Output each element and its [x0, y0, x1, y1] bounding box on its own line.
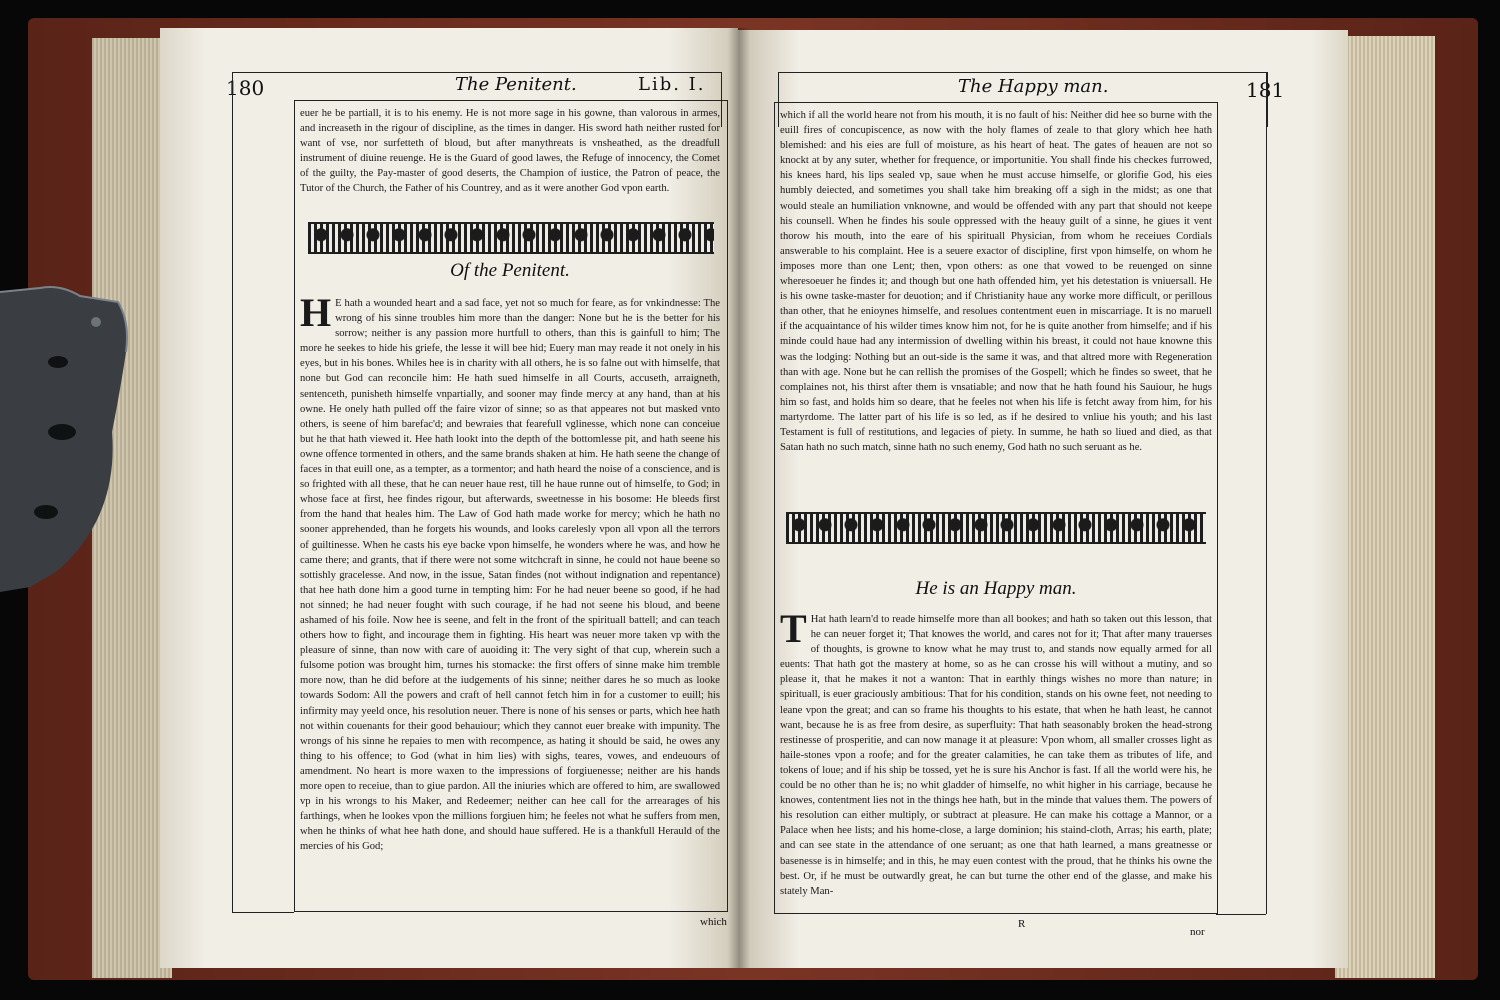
- left-book-label: Lib. I.: [638, 74, 706, 95]
- right-running-title: The Happy man.: [958, 76, 1109, 97]
- right-catchword: nor: [1190, 926, 1205, 938]
- happy-man-text: Hat hath learn'd to reade himselfe more than all bookes; and hath so taken out this lesson, that he can neuer forget it; That knowes the world, and cares not for it; That after many trauerses of thoughts, is growne to know what he may trust to, and stands now equally armed for all euents: That hath got the mastery at home, so as he can crosse his will without a mutiny, and so please it, that he makes it not a wanton: That in earthly things wishes no more than nature; in spirituall, is euer graciously ambitious: That for his condition, stands on his owne feet, not needing to leane vpon the great; and can so frame his thoughts to his estate, that when he hath least, he cannot want, because he is as free from desire, as superfluity: That hath seasonably broken the head-strong restinesse of prosperitie, and can now manage it at pleasure: Vpon whom, all smaller crosses light as haile-stones vpon a roofe; and for the greater calamities, he can take them as tributes of life, and tokens of loue; and if his ship be tossed, yet he is sure his Anchor is fast. If all the world were his, he could be no other than he is; no whit gladder of himselfe, no whit higher in his carriage, because he knowes, contentment lies not in the things hee hath, but in the minde that values them. The powers of his resolution can either multiply, or subtract at pleasure. He can make his cottage a Mannor, or a Palace when hee lists; and his home-close, a large dominion; his staind-cloth, Arras; his earth, plate; and can see state in the attendance of one seruant; as one that hath learned, a mans greatnesse or basenesse is in himselfe; and in this, he may euen contest with the proud, that he thinks his owne the best. Or, if he must be outwardly great, he can but turne the other end of the glasse, and make his stately Man-: [780, 614, 1212, 897]
- drop-cap-t: T: [780, 606, 807, 651]
- penitent-text: E hath a wounded heart and a sad face, yet not so much for feare, as for vnkindnesse: The wrong of his sinne troubles him more than the danger: None but he is the better for his sorrow; neither is any passion more hurtfull to others, than this is gainfull to him; The more he seekes to hide his griefe, the lesse it will bee hid; Euery man may reade it not onely in his eyes, but in his bones. Whiles hee is in charity with all others, he is so falne out with himselfe, that none but God can reconcile him: He hath sued himselfe in all Courts, accuseth, arraigneth, sentenceth, punisheth himselfe vnpartially, and sooner may finde mercy at any hand, than at his owne. He onely hath pulled off the faire vizor of sinne; so as that appeares not but masked vnto others, is seene of him barefac'd; and bewraies that fearefull vglinesse, which none can conceiue but he that hath viewed it. Hee hath lookt into the depth of the bottomlesse pit, and hath seene his owne offence tormented in others, and the same brands shaken at him. He hath seene the change of faces in that euill one, as a tempter, as a tormentor; and hath heard the noise of a conscience, and is so frighted with all these, that he can neuer haue rest, till he haue runne out of himselfe, to God; in whose face at first, hee findes rigour, but afterwards, sweetnesse in his bosome: He bleeds first from the hand that heales him. The Law of God hath made worke for mercy; which he hath no sooner apprehended, than he forgets his wounds, and looks carelesly vpon all vpon all the terrors of guiltinesse. When he casts his eye backe vpon himselfe, he wonders where he was, and how he came there; and grants, that if there were not some witchcraft in sinne, he could not haue beene so sottishly gracelesse. And now, in the issue, Satan findes (not without indignation and repentance) that hee hath done him a good turne in tempting him: For he had neuer beene so good, if he had not sinned; he had neuer fought with such courage, if he had not seene his bloud, and beene ashamed of his foile. Now hee is seene, and felt in the front of the spirituall battell; and can teach others how to fight, and incourage them in fighting. His heart was neuer more taken vp with the pleasure of sinne, than now with care of auoiding it: The very sight of that cup, wherein such a fulsome potion was brought him, turnes his stomacke: the first offers of sinne make him tremble more now, than he did before at the iudgements of his sinne; neither dares he so much as looke towards Sodom: All the powers and craft of hell cannot fetch him in for a customer to euill; his infirmity may yeeld once, his resolution neuer. There is none of his senses or parts, which hee hath not within couenants for their good behauiour; which they cannot euer breake with impunity. The wrongs of his sinne he repaies to men with recompence, as hating it should be said, he owes any thing to his offence; to God (what in him lies) with sighs, teares, vowes, and endeuours of amendment. No heart is more waxen to the impressions of forgiuenesse; neither are his hands more open to receiue, than to giue pardon. All the iniuries which are offered to him, are swallowed vp in his wrongs to his Maker, and Redeemer; neither can hee call for the arrearages of his farthings, when he lookes vpon the millions forgiuen him; he feeles not what he suffers from men, when he thinks of what hee hath done, and should haue suffered. He is a thankfull Herauld of the mercies of his God;: [300, 298, 720, 853]
- right-section-text: [780, 606, 1212, 899]
- left-page-number: 180: [226, 76, 265, 100]
- right-top-paragraph: which if all the world heare not from his mouth, it is no fault of his: Neither did hee so burne with the euill fires of concupiscence, as now with the holy flames of zeale to that glory which hee hath blemished: and his eies are full of moisture, as his heart of heat. The gates of heauen are not so knockt at by any suter, whether for frequence, or importunitie. You shall finde his checkes furrowed, his knees hard, his lips sealed vp, saue when he must accuse himselfe, or glorifie God, his eies humbly deiected, and sometimes you shall take him breaking off a sigh in the midst; as one that would steale an humiliation vnknowne, and would be offended with any part that should not keepe his counsell. When he findes his soule oppressed with the heauy guilt of a sinne, he giues it vent thorow his mouth, into the eare of his spirituall Physician, from whom he receiues Cordials answerable to his complaint. Hee is a seuere exactor of discipline, first vpon himselfe, on whom he imposes more than one Lent; then, vpon others: as one that vowed to be reuenged on sinne wheresoeuer he findes it; and though but one hath offended him, yet his detestation is vniuersall. He is his owne taske-master for deuotion; and if Christianity haue any worke more difficult, or perillous than other, that he enioynes himselfe, and resolues contentment euen in miscarriage. It is no maruell if the acquaintance of his wilder times know him not, for he is quite another from himselfe; and if his minde could haue had any intermission of dwelling within his breast, it could not haue knowne this was the lodging: Nothing but an out-side is the same it was, and that altred more with Regeneration than with age. None but he can rellish the promises of the Gospell; which he findes so sweet, that he complaines not, his thirst after them is vnsatiable; and now that he hath found his Sauiour, he hugs him so fast, and holds him so deare, that he feeles not when his life is fetcht away from him, for his martyrdome. The latter part of his life is so led, as if he desired to vnliue his youth; and his last Testament is full of restitutions, and legacies of piety. In summe, he hath so liued and died, as that Satan hath no such match, sinne hath no such enemy, God hath no such seruant as he.: [780, 110, 1212, 454]
- signature-mark: R: [1018, 918, 1026, 930]
- left-page: [160, 28, 738, 968]
- right-page: [738, 30, 1348, 968]
- left-running-title: The Penitent.: [455, 74, 577, 95]
- drop-cap-h: H: [300, 290, 332, 335]
- right-margin-rule: [1266, 72, 1267, 914]
- section-title-penitent: Of the Penitent.: [450, 260, 570, 281]
- metal-clasp: [0, 282, 150, 602]
- left-bottom-rule: [232, 912, 294, 913]
- left-section-text: [300, 290, 720, 854]
- right-page-number: 181: [1246, 78, 1285, 102]
- binding-gutter: [728, 28, 750, 968]
- right-bottom-rule: [1216, 914, 1266, 915]
- ornament-band: [786, 512, 1206, 544]
- ornament-band: [308, 222, 714, 254]
- section-title-happy-man: He is an Happy man.: [915, 578, 1077, 599]
- left-catchword: which: [700, 916, 727, 928]
- right-page-edges: [1335, 36, 1435, 978]
- left-top-paragraph: euer he be partiall, it is to his enemy. He is not more sage in his gowne, than valorous in armes, and increaseth in the rigour of discipline, as the times in danger. His sword hath neither rusted for want of vse, nor surfetteth of bloud, but after manythreats is vnsheathed, as the dreadfull instrument of diuine reuenge. He is the Guard of good lawes, the Refuge of innocency, the Comet of the guilty, the Pay-master of good deserts, the Champion of iustice, the Patron of peace, the Tutor of the Church, the Father of his Countrey, and as it were another God vpon earth.: [300, 108, 720, 195]
- left-margin-rule: [232, 72, 233, 912]
